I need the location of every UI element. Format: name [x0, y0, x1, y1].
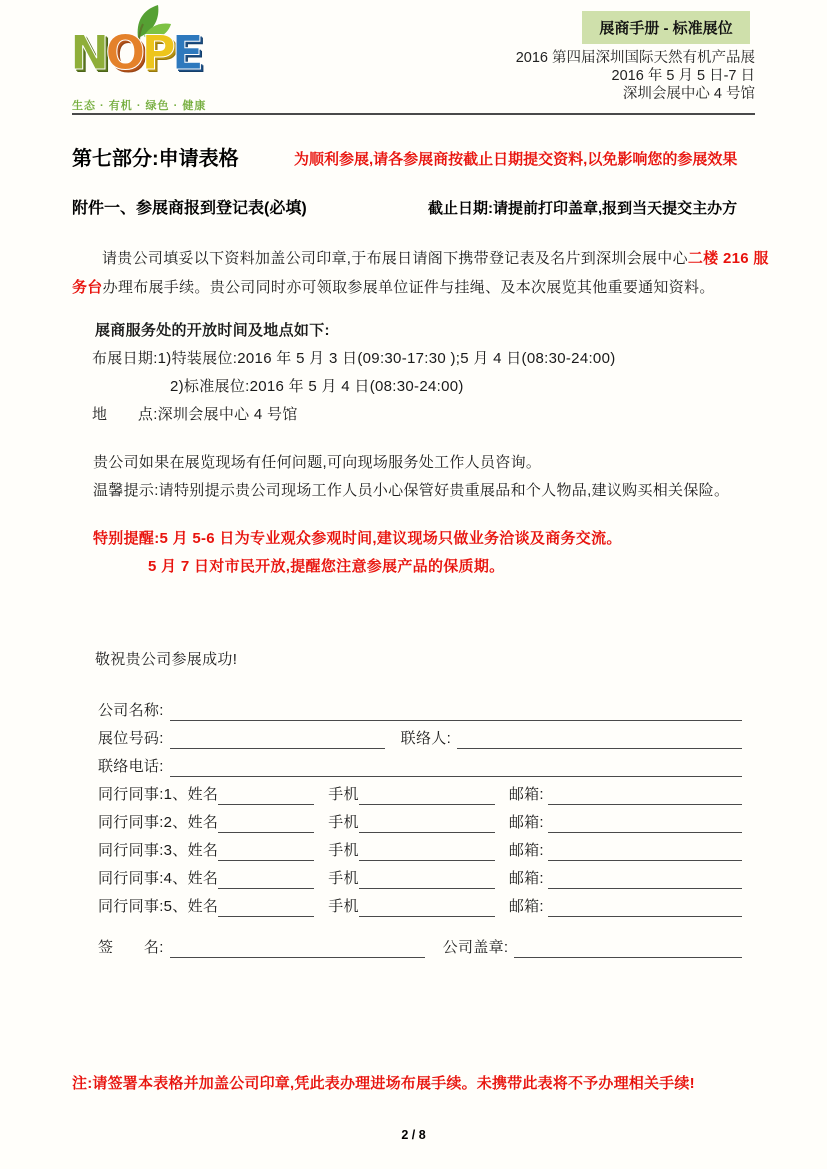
company-stamp-label: 公司盖章:: [442, 939, 509, 956]
colleague-mobile-label: 手机: [328, 842, 359, 859]
contact-label: 联络人:: [400, 730, 452, 747]
logo-letter-p: P: [141, 26, 172, 81]
intro-line1-black: 请贵公司填妥以下资料加盖公司印章,于布展日请阁下携带登记表及名片到深圳会展中心: [102, 250, 688, 267]
expo-title: 2016 第四届深圳国际天然有机产品展: [515, 50, 755, 66]
expo-logo: [68, 4, 208, 98]
colleague-email-field: [548, 897, 742, 917]
onsite-help-note: 贵公司如果在展览现场有任何问题,可向现场服务处工作人员咨询。: [93, 454, 542, 471]
colleague-email-label: 邮箱:: [508, 814, 544, 831]
colleague-email-field: [548, 869, 742, 889]
booth-no-label: 展位号码:: [98, 730, 164, 747]
colleague-name-field: [218, 869, 314, 889]
expo-dates: 2016 年 5 月 5 日-7 日: [611, 68, 755, 84]
page-number: 2 / 8: [401, 1128, 426, 1142]
success-wish: 敬祝贵公司参展成功!: [95, 651, 238, 668]
intro-line2-black: 办理布展手续。贵公司同时亦可领取参展单位证件与挂绳、及本次展览其他重要通知资料。: [102, 279, 715, 296]
colleague-mobile-field: [359, 841, 495, 861]
colleague-mobile-field: [359, 813, 495, 833]
header-divider: [72, 113, 755, 115]
colleague-mobile-label: 手机: [328, 814, 359, 831]
booth-contact-row: [98, 728, 742, 749]
booth-no-field: [170, 729, 385, 749]
colleague-name-label: 同行同事:5、姓名: [98, 898, 219, 915]
section-title-note: 为顺利参展,请各参展商按截止日期提交资料,以免影响您的参展效果: [294, 151, 738, 168]
colleague-email-field: [548, 785, 742, 805]
colleague-name-label: 同行同事:1、姓名: [98, 786, 219, 803]
logo-letters: [70, 26, 200, 81]
setup-date-line1: 布展日期:1)特装展位:2016 年 5 月 3 日(09:30-17:30 );5 月 4 日(08:30-24:00): [92, 350, 616, 367]
colleague-email-label: 邮箱:: [508, 898, 544, 915]
colleague-mobile-field: [359, 897, 495, 917]
colleague-name-label: 同行同事:4、姓名: [98, 870, 219, 887]
company-name-label: 公司名称:: [98, 702, 164, 719]
company-name-row: [98, 700, 742, 721]
special-reminder-line1: 特别提醒:5 月 5-6 日为专业观众参观时间,建议现场只做业务洽谈及商务交流。: [93, 530, 622, 547]
logo-letter-e: E: [171, 26, 200, 81]
footer-warning-note: 注:请签署本表格并加盖公司印章,凭此表办理进场布展手续。未携带此表将不予办理相关手续!: [72, 1075, 695, 1092]
colleague-name-field: [218, 785, 314, 805]
deadline-note: 截止日期:请提前打印盖章,报到当天提交主办方: [428, 200, 738, 217]
colleague-row-3: [98, 840, 742, 861]
colleague-name-label: 同行同事:2、姓名: [98, 814, 219, 831]
logo-tagline: 生态 · 有机 · 绿色 · 健康: [72, 100, 207, 112]
colleague-name-field: [218, 841, 314, 861]
colleague-mobile-label: 手机: [328, 898, 359, 915]
logo-letter-n: N: [70, 26, 106, 81]
section-title: 第七部分:申请表格: [72, 148, 239, 170]
logo-letter-o: O: [105, 26, 142, 81]
colleague-row-2: [98, 812, 742, 833]
special-reminder-line2: 5 月 7 日对市民开放,提醒您注意参展产品的保质期。: [148, 558, 505, 575]
contact-field: [457, 729, 742, 749]
colleague-name-field: [218, 813, 314, 833]
colleague-email-label: 邮箱:: [508, 786, 544, 803]
colleague-email-field: [548, 813, 742, 833]
colleague-row-5: [98, 896, 742, 917]
intro-paragraph-line1: [102, 249, 769, 269]
service-hours-heading: 展商服务处的开放时间及地点如下:: [95, 322, 330, 339]
colleague-email-field: [548, 841, 742, 861]
manual-type-badge: 展商手册 - 标准展位: [582, 11, 750, 44]
phone-field: [170, 757, 742, 777]
location-line: 地 点:深圳会展中心 4 号馆: [92, 406, 298, 423]
colleague-mobile-label: 手机: [328, 870, 359, 887]
expo-venue: 深圳会展中心 4 号馆: [622, 86, 755, 102]
colleague-name-label: 同行同事:3、姓名: [98, 842, 219, 859]
colleague-mobile-label: 手机: [328, 786, 359, 803]
colleague-email-label: 邮箱:: [508, 870, 544, 887]
warm-tip-note: 温馨提示:请特别提示贵公司现场工作人员小心保管好贵重展品和个人物品,建议购买相关保险。: [93, 482, 730, 499]
intro-paragraph-line2: [72, 278, 715, 298]
intro-line2-red: 务台: [72, 279, 103, 296]
colleague-email-label: 邮箱:: [508, 842, 544, 859]
attachment-title: 附件一、参展商报到登记表(必填): [72, 200, 307, 217]
phone-label: 联络电话:: [98, 758, 164, 775]
company-name-field: [170, 701, 742, 721]
colleague-row-1: [98, 784, 742, 805]
setup-date-line2: 2)标准展位:2016 年 5 月 4 日(08:30-24:00): [170, 378, 464, 395]
expo-header-info: [516, 49, 755, 103]
company-stamp-field: [514, 938, 742, 958]
signature-field: [170, 938, 425, 958]
colleague-mobile-field: [359, 785, 495, 805]
phone-row: [98, 756, 742, 777]
colleague-row-4: [98, 868, 742, 889]
colleague-name-field: [218, 897, 314, 917]
signature-row: [98, 937, 742, 958]
colleague-mobile-field: [359, 869, 495, 889]
signature-label: 签 名:: [98, 939, 164, 956]
intro-line1-red: 二楼 216 服: [687, 250, 769, 267]
